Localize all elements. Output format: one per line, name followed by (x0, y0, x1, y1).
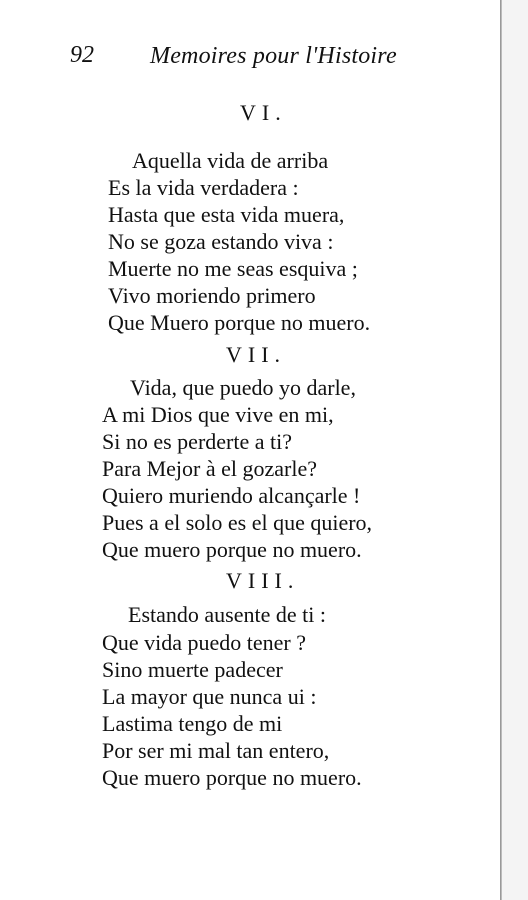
verse-line: Por ser mi mal tan entero, (102, 738, 330, 763)
page-edge-shadow (502, 0, 528, 900)
verse-line: A mi Dios que vive en mi, (102, 402, 334, 427)
verse-line: Vida, que puedo yo darle, (130, 375, 356, 400)
verse-line: Muerte no me seas esquiva ; (108, 256, 358, 281)
verse-line: Que muero porque no muero. (102, 537, 362, 562)
running-head: Memoires pour l'Histoire (150, 43, 397, 69)
verse-line: Que muero porque no muero. (102, 765, 362, 790)
verse-line: Hasta que esta vida muera, (108, 202, 345, 227)
verse-line: No se goza estando viva : (108, 229, 334, 254)
verse-line: Aquella vida de arriba (132, 148, 329, 173)
verse-line: Es la vida verdadera : (108, 175, 299, 200)
verse-line: Lastima tengo de mi (102, 711, 283, 736)
verse-line: Para Mejor à el gozarle? (102, 456, 317, 481)
verse-line: Que Muero porque no muero. (108, 310, 371, 335)
verse-line: Que vida puedo tener ? (102, 630, 307, 655)
page-gutter-line (500, 0, 502, 900)
stanza-title: VIII. (226, 568, 300, 593)
verse-line: Estando ausente de ti : (128, 602, 326, 627)
page-number: 92 (70, 42, 94, 68)
verse-line: Vivo moriendo primero (108, 283, 316, 308)
stanza-title: VII. (226, 342, 287, 367)
verse-line: Pues a el solo es el que quiero, (102, 510, 373, 535)
verse-line: Quiero muriendo alcançarle ! (102, 483, 361, 508)
verse-line: Si no es perderte a ti? (102, 429, 292, 454)
verse-line: Sino muerte padecer (102, 657, 283, 682)
verse-line: La mayor que nunca ui : (102, 684, 317, 709)
stanza-title: VI. (240, 100, 287, 125)
